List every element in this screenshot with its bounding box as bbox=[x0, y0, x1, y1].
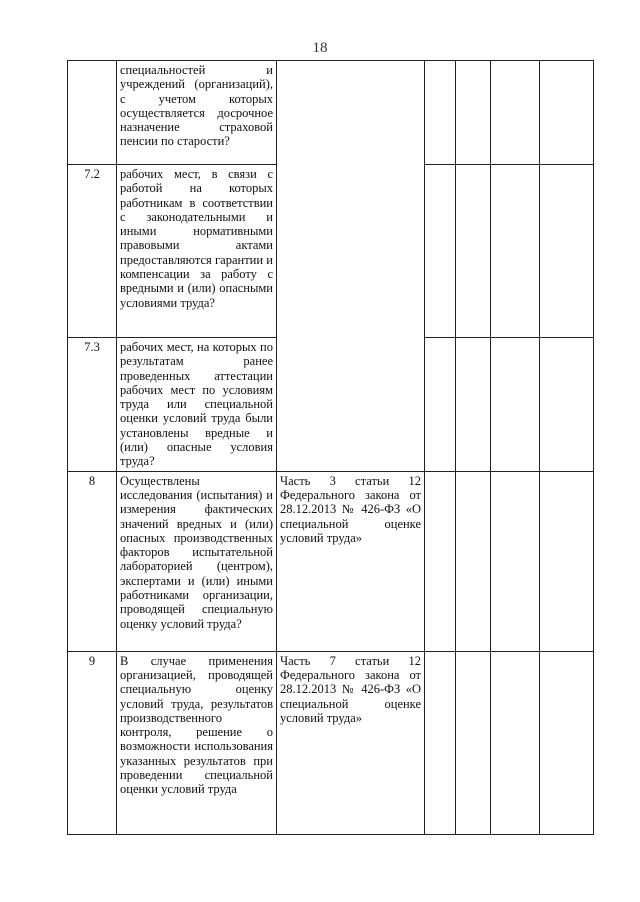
answer-cell bbox=[456, 471, 491, 651]
answer-cell bbox=[540, 61, 594, 165]
legal-reference: Часть 3 статьи 12 Федерального закона от 28.12.2013 № 426-ФЗ «О специальной оценке условий труда» bbox=[277, 471, 425, 651]
answer-cell bbox=[491, 471, 540, 651]
row-number: 7.3 bbox=[68, 338, 117, 472]
answer-cell bbox=[425, 471, 456, 651]
table-row bbox=[68, 471, 594, 651]
question-text: Осуществлены исследования (испытания) и измерения фактических значений вредных и (или) опасных производственных факторов испытательной лабораторией (центром), экспертами и (или) иными работниками организации, проводящей специальную оценку условий труда? bbox=[117, 471, 277, 651]
answer-cell bbox=[491, 338, 540, 472]
answer-cell bbox=[425, 651, 456, 834]
table-row bbox=[68, 61, 594, 165]
page-number: 18 bbox=[312, 40, 328, 56]
question-text: В случае применения организацией, проводящей специальную оценку условий труда, результатов производственного контроля, решение о возможности использования указанных результатов при проведении специальной оценки условий труда bbox=[117, 651, 277, 834]
answer-cell bbox=[491, 61, 540, 165]
row-number: 7.2 bbox=[68, 165, 117, 338]
question-text: специальностей и учреждений (организаций), с учетом которых осуществляется досрочное назначение страховой пенсии по старости? bbox=[117, 61, 277, 165]
legal-reference bbox=[277, 61, 425, 472]
answer-cell bbox=[540, 471, 594, 651]
answer-cell bbox=[491, 651, 540, 834]
legal-reference: Часть 7 статьи 12 Федерального закона от 28.12.2013 № 426-ФЗ «О специальной оценке условий труда» bbox=[277, 651, 425, 834]
answer-cell bbox=[456, 61, 491, 165]
answer-cell bbox=[456, 651, 491, 834]
question-text: рабочих мест, на которых по результатам ранее проведенных аттестации рабочих мест по условиям труда или специальной оценки условий труда были установлены вредные и (или) опасные условия труда? bbox=[117, 338, 277, 472]
answer-cell bbox=[540, 165, 594, 338]
answer-cell bbox=[456, 165, 491, 338]
row-number bbox=[68, 61, 117, 165]
answer-cell bbox=[425, 61, 456, 165]
row-number: 9 bbox=[68, 651, 117, 834]
row-number: 8 bbox=[68, 471, 117, 651]
answer-cell bbox=[456, 338, 491, 472]
answer-cell bbox=[491, 165, 540, 338]
answer-cell bbox=[425, 165, 456, 338]
checklist-table bbox=[67, 60, 594, 835]
answer-cell bbox=[425, 338, 456, 472]
table-row bbox=[68, 651, 594, 834]
answer-cell bbox=[540, 338, 594, 472]
answer-cell bbox=[540, 651, 594, 834]
question-text: рабочих мест, в связи с работой на которых работникам в соответствии с законодательными и иными нормативными правовыми актами предоставляются гарантии и компенсации за работу с вредными и (или) опасными условиями труда? bbox=[117, 165, 277, 338]
